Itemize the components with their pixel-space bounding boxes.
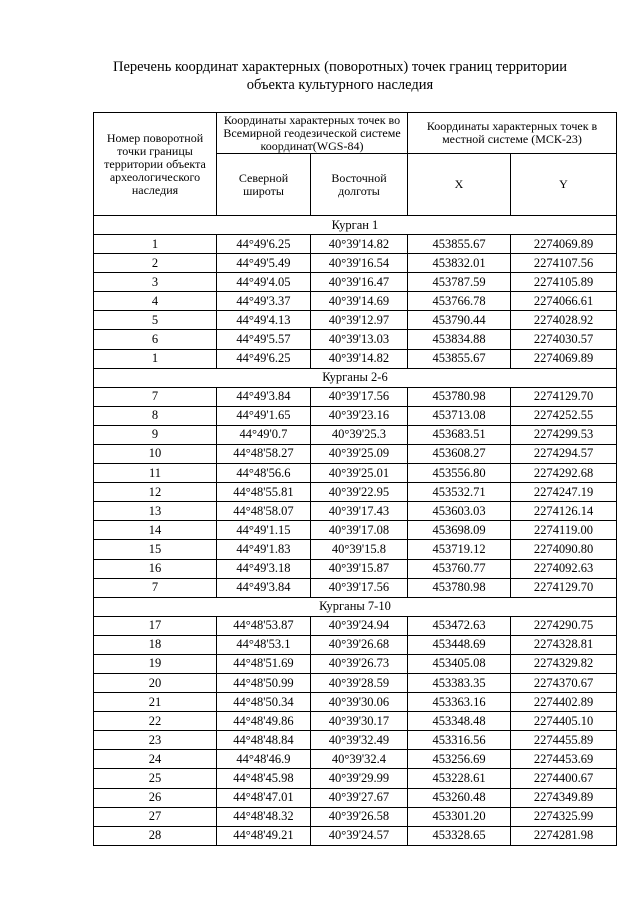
table-row: [94, 464, 617, 483]
longitude-cell: 40°39'30.17: [311, 712, 408, 731]
y-cell: 2274252.55: [511, 406, 617, 425]
x-cell: 453348.48: [408, 712, 511, 731]
table-row: [94, 521, 617, 540]
point-number-cell: 21: [94, 693, 217, 712]
latitude-cell: 44°48'53.1: [217, 635, 311, 654]
point-number-cell: 7: [94, 387, 217, 406]
point-number-cell: 5: [94, 311, 217, 330]
x-cell: 453532.71: [408, 483, 511, 502]
longitude-cell: 40°39'15.87: [311, 559, 408, 578]
point-number-cell: 4: [94, 292, 217, 311]
point-number-cell: 7: [94, 578, 217, 597]
y-cell: 2274325.99: [511, 807, 617, 826]
latitude-cell: 44°48'47.01: [217, 788, 311, 807]
longitude-cell: 40°39'22.95: [311, 483, 408, 502]
y-cell: 2274090.80: [511, 540, 617, 559]
x-cell: 453834.88: [408, 330, 511, 349]
longitude-cell: 40°39'24.57: [311, 826, 408, 845]
longitude-cell: 40°39'30.06: [311, 693, 408, 712]
latitude-cell: 44°49'1.15: [217, 521, 311, 540]
longitude-cell: 40°39'14.82: [311, 349, 408, 368]
latitude-cell: 44°49'5.57: [217, 330, 311, 349]
longitude-cell: 40°39'32.4: [311, 750, 408, 769]
x-cell: 453316.56: [408, 731, 511, 750]
table-body: [94, 216, 617, 846]
table-row: [94, 483, 617, 502]
point-number-cell: 2: [94, 254, 217, 273]
latitude-cell: 44°49'3.84: [217, 578, 311, 597]
longitude-cell: 40°39'17.08: [311, 521, 408, 540]
longitude-cell: 40°39'28.59: [311, 673, 408, 692]
point-number-cell: 24: [94, 750, 217, 769]
latitude-cell: 44°48'48.84: [217, 731, 311, 750]
x-cell: 453855.67: [408, 349, 511, 368]
latitude-cell: 44°49'0.7: [217, 425, 311, 444]
y-cell: 2274292.68: [511, 464, 617, 483]
point-number-cell: 6: [94, 330, 217, 349]
longitude-cell: 40°39'32.49: [311, 731, 408, 750]
y-cell: 2274281.98: [511, 826, 617, 845]
y-cell: 2274329.82: [511, 654, 617, 673]
latitude-cell: 44°49'1.83: [217, 540, 311, 559]
point-number-cell: 26: [94, 788, 217, 807]
y-cell: 2274290.75: [511, 616, 617, 635]
x-cell: 453556.80: [408, 464, 511, 483]
table-row: [94, 425, 617, 444]
table-row: [94, 826, 617, 845]
longitude-cell: 40°39'14.82: [311, 235, 408, 254]
x-cell: 453448.69: [408, 635, 511, 654]
group-name: Курган 1: [94, 216, 617, 235]
point-number-cell: 9: [94, 425, 217, 444]
latitude-cell: 44°48'53.87: [217, 616, 311, 635]
y-cell: 2274105.89: [511, 273, 617, 292]
longitude-cell: 40°39'14.69: [311, 292, 408, 311]
x-cell: 453766.78: [408, 292, 511, 311]
y-cell: 2274400.67: [511, 769, 617, 788]
longitude-cell: 40°39'13.03: [311, 330, 408, 349]
table-row: [94, 788, 617, 807]
table-row: [94, 235, 617, 254]
longitude-cell: 40°39'17.43: [311, 502, 408, 521]
x-cell: 453301.20: [408, 807, 511, 826]
longitude-cell: 40°39'26.68: [311, 635, 408, 654]
longitude-cell: 40°39'17.56: [311, 387, 408, 406]
x-cell: 453855.67: [408, 235, 511, 254]
y-cell: 2274247.19: [511, 483, 617, 502]
table-row: [94, 540, 617, 559]
point-number-cell: 3: [94, 273, 217, 292]
table-row: [94, 292, 617, 311]
latitude-cell: 44°49'6.25: [217, 235, 311, 254]
header-latitude: Северной широты: [217, 154, 311, 216]
header-y: Y: [511, 154, 617, 216]
x-cell: 453472.63: [408, 616, 511, 635]
y-cell: 2274107.56: [511, 254, 617, 273]
point-number-cell: 22: [94, 712, 217, 731]
table-row: [94, 616, 617, 635]
longitude-cell: 40°39'29.99: [311, 769, 408, 788]
title-line-1: Перечень координат характерных (поворотных) точек границ территории: [112, 59, 568, 75]
x-cell: 453719.12: [408, 540, 511, 559]
point-number-cell: 18: [94, 635, 217, 654]
longitude-cell: 40°39'25.3: [311, 425, 408, 444]
longitude-cell: 40°39'26.73: [311, 654, 408, 673]
longitude-cell: 40°39'25.01: [311, 464, 408, 483]
y-cell: 2274453.69: [511, 750, 617, 769]
latitude-cell: 44°49'6.25: [217, 349, 311, 368]
latitude-cell: 44°49'3.37: [217, 292, 311, 311]
table-row: [94, 654, 617, 673]
point-number-cell: 16: [94, 559, 217, 578]
table-row: [94, 502, 617, 521]
y-cell: 2274455.89: [511, 731, 617, 750]
y-cell: 2274092.63: [511, 559, 617, 578]
latitude-cell: 44°48'50.99: [217, 673, 311, 692]
group-header-row: [94, 597, 617, 616]
group-name: Курганы 2-6: [94, 368, 617, 387]
longitude-cell: 40°39'17.56: [311, 578, 408, 597]
point-number-cell: 1: [94, 235, 217, 254]
group-name: Курганы 7-10: [94, 597, 617, 616]
longitude-cell: 40°39'26.58: [311, 807, 408, 826]
latitude-cell: 44°49'4.13: [217, 311, 311, 330]
point-number-cell: 19: [94, 654, 217, 673]
table-row: [94, 387, 617, 406]
latitude-cell: 44°48'58.27: [217, 444, 311, 463]
longitude-cell: 40°39'24.94: [311, 616, 408, 635]
point-number-cell: 27: [94, 807, 217, 826]
x-cell: 453608.27: [408, 444, 511, 463]
x-cell: 453780.98: [408, 578, 511, 597]
table-row: [94, 673, 617, 692]
latitude-cell: 44°48'55.81: [217, 483, 311, 502]
table-row: [94, 559, 617, 578]
table-row: [94, 769, 617, 788]
title-line-2: объекта культурного наследия: [246, 77, 434, 93]
longitude-cell: 40°39'23.16: [311, 406, 408, 425]
document-title: [60, 58, 620, 94]
table-row: [94, 330, 617, 349]
x-cell: 453256.69: [408, 750, 511, 769]
latitude-cell: 44°48'51.69: [217, 654, 311, 673]
group-header-row: [94, 216, 617, 235]
header-point-number: Номер поворотной точки границы территории объекта археологического наследия: [94, 113, 217, 216]
x-cell: 453228.61: [408, 769, 511, 788]
longitude-cell: 40°39'12.97: [311, 311, 408, 330]
latitude-cell: 44°48'46.9: [217, 750, 311, 769]
x-cell: 453405.08: [408, 654, 511, 673]
x-cell: 453363.16: [408, 693, 511, 712]
point-number-cell: 23: [94, 731, 217, 750]
table-row: [94, 693, 617, 712]
point-number-cell: 11: [94, 464, 217, 483]
y-cell: 2274405.10: [511, 712, 617, 731]
table-row: [94, 807, 617, 826]
longitude-cell: 40°39'25.09: [311, 444, 408, 463]
header-longitude: Восточной долготы: [311, 154, 408, 216]
latitude-cell: 44°49'3.84: [217, 387, 311, 406]
y-cell: 2274129.70: [511, 387, 617, 406]
table-row: [94, 311, 617, 330]
x-cell: 453832.01: [408, 254, 511, 273]
longitude-cell: 40°39'16.47: [311, 273, 408, 292]
table-row: [94, 444, 617, 463]
point-number-cell: 13: [94, 502, 217, 521]
y-cell: 2274069.89: [511, 235, 617, 254]
point-number-cell: 25: [94, 769, 217, 788]
latitude-cell: 44°48'49.86: [217, 712, 311, 731]
point-number-cell: 12: [94, 483, 217, 502]
x-cell: 453683.51: [408, 425, 511, 444]
table-row: [94, 731, 617, 750]
table-row: [94, 712, 617, 731]
y-cell: 2274402.89: [511, 693, 617, 712]
table-row: [94, 635, 617, 654]
table-row: [94, 406, 617, 425]
longitude-cell: 40°39'16.54: [311, 254, 408, 273]
header-wgs84: Координаты характерных точек во Всемирной геодезической системе координат(WGS-84): [217, 113, 408, 154]
point-number-cell: 10: [94, 444, 217, 463]
point-number-cell: 8: [94, 406, 217, 425]
group-header-row: [94, 368, 617, 387]
y-cell: 2274328.81: [511, 635, 617, 654]
y-cell: 2274030.57: [511, 330, 617, 349]
x-cell: 453603.03: [408, 502, 511, 521]
y-cell: 2274349.89: [511, 788, 617, 807]
x-cell: 453260.48: [408, 788, 511, 807]
table-row: [94, 578, 617, 597]
latitude-cell: 44°49'3.18: [217, 559, 311, 578]
y-cell: 2274069.89: [511, 349, 617, 368]
coordinates-table: [93, 112, 617, 846]
point-number-cell: 14: [94, 521, 217, 540]
x-cell: 453383.35: [408, 673, 511, 692]
latitude-cell: 44°48'49.21: [217, 826, 311, 845]
x-cell: 453760.77: [408, 559, 511, 578]
x-cell: 453780.98: [408, 387, 511, 406]
header-msk23: Координаты характерных точек в местной системе (МСК-23): [408, 113, 617, 154]
latitude-cell: 44°48'48.32: [217, 807, 311, 826]
x-cell: 453790.44: [408, 311, 511, 330]
point-number-cell: 15: [94, 540, 217, 559]
y-cell: 2274299.53: [511, 425, 617, 444]
latitude-cell: 44°48'50.34: [217, 693, 311, 712]
x-cell: 453328.65: [408, 826, 511, 845]
y-cell: 2274294.57: [511, 444, 617, 463]
latitude-cell: 44°49'4.05: [217, 273, 311, 292]
latitude-cell: 44°48'58.07: [217, 502, 311, 521]
table-row: [94, 750, 617, 769]
latitude-cell: 44°48'45.98: [217, 769, 311, 788]
y-cell: 2274129.70: [511, 578, 617, 597]
point-number-cell: 28: [94, 826, 217, 845]
latitude-cell: 44°48'56.6: [217, 464, 311, 483]
point-number-cell: 1: [94, 349, 217, 368]
latitude-cell: 44°49'5.49: [217, 254, 311, 273]
y-cell: 2274126.14: [511, 502, 617, 521]
y-cell: 2274066.61: [511, 292, 617, 311]
point-number-cell: 17: [94, 616, 217, 635]
x-cell: 453713.08: [408, 406, 511, 425]
y-cell: 2274119.00: [511, 521, 617, 540]
table-row: [94, 349, 617, 368]
y-cell: 2274028.92: [511, 311, 617, 330]
y-cell: 2274370.67: [511, 673, 617, 692]
table-row: [94, 254, 617, 273]
table-row: [94, 273, 617, 292]
x-cell: 453787.59: [408, 273, 511, 292]
longitude-cell: 40°39'27.67: [311, 788, 408, 807]
header-x: X: [408, 154, 511, 216]
x-cell: 453698.09: [408, 521, 511, 540]
longitude-cell: 40°39'15.8: [311, 540, 408, 559]
point-number-cell: 20: [94, 673, 217, 692]
latitude-cell: 44°49'1.65: [217, 406, 311, 425]
